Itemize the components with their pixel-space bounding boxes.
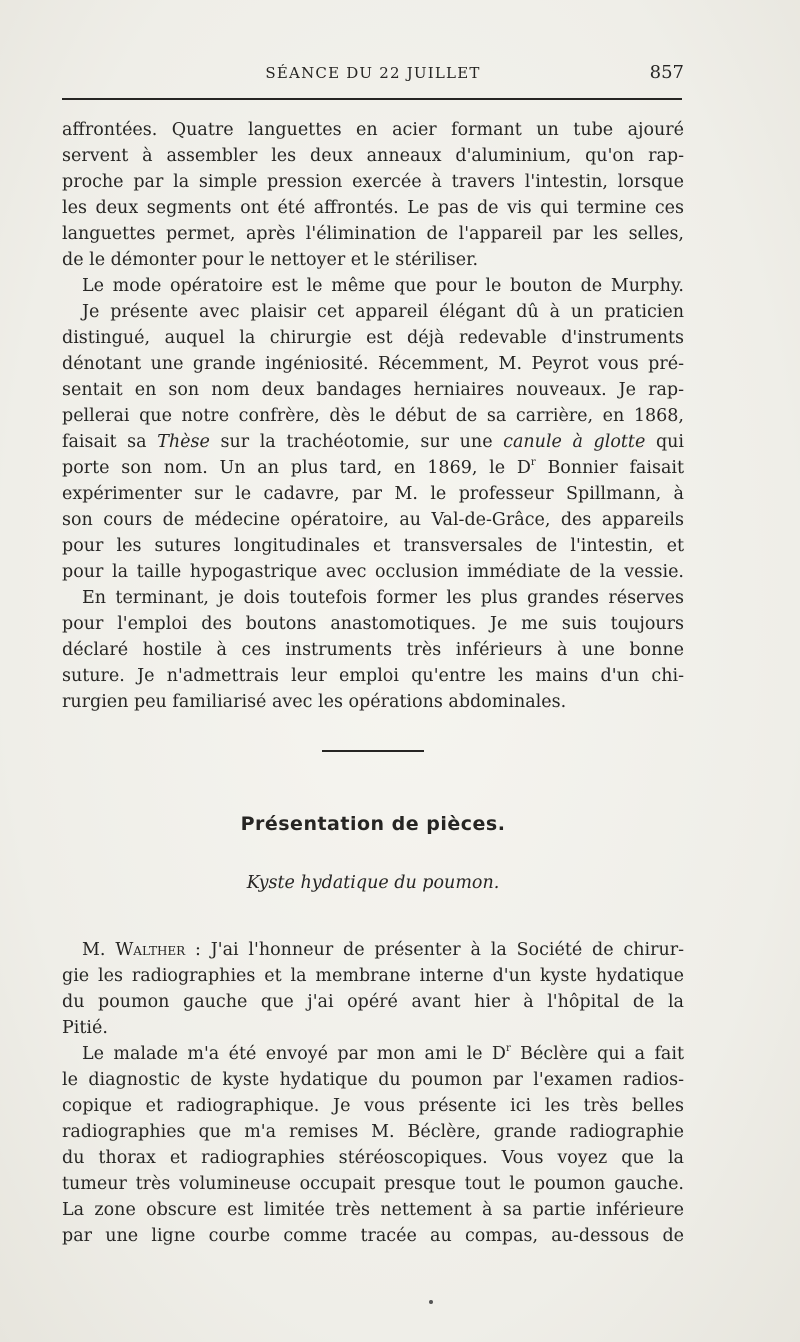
text-line: pour l'emploi des boutons anastomotiques. Je me suis toujours (62, 614, 684, 634)
running-header (62, 60, 684, 86)
text-line: du poumon gauche que j'ai opéré avant hier à l'hôpital de la (62, 992, 684, 1012)
text-line: tumeur très volumineuse occupait presque tout le poumon gauche. (62, 1174, 684, 1194)
text-run: Béclère qui a fait (510, 1044, 684, 1064)
text-line-mixed (62, 429, 684, 455)
text-line: pour les sutures longitudinales et transversales de l'intestin, et (62, 536, 684, 556)
text-line: Le mode opératoire est le même que pour le bouton de Murphy. (82, 276, 684, 296)
text-line: copique et radiographique. Je vous présente ici les très belles (62, 1096, 684, 1116)
text-line: affrontées. Quatre languettes en acier formant un tube ajouré (62, 120, 684, 140)
text-line: le diagnostic de kyste hydatique du poumon par l'examen radios- (62, 1070, 684, 1090)
text-line: dénotant une grande ingéniosité. Récemment, M. Peyrot vous pré- (62, 354, 684, 374)
text-line: distingué, auquel la chirurgie est déjà redevable d'instruments (62, 328, 684, 348)
text-run: Bonnier faisait (535, 458, 685, 478)
section-subtitle: Kyste hydatique du poumon. (246, 873, 500, 893)
text-line: Pitié. (62, 1018, 108, 1038)
text-run: Le malade m'a été envoyé par mon ami le D (82, 1044, 506, 1064)
superscript: r (505, 1043, 511, 1054)
speaker-name: Walther (115, 940, 186, 960)
superscript: r (530, 457, 536, 468)
print-speck (429, 1300, 433, 1304)
header-rule (62, 98, 682, 100)
text-line: radiographies que m'a remises M. Béclère, grande radiographie (62, 1122, 684, 1142)
text-line: sentait en son nom deux bandages herniaires nouveaux. Je rap- (62, 380, 684, 400)
text-run: faisait sa (62, 432, 158, 452)
text-line: proche par la simple pression exercée à travers l'intestin, lorsque (62, 172, 684, 192)
text-line: son cours de médecine opératoire, au Val-de-Grâce, des appareils (62, 510, 684, 530)
section-title: Présentation de pièces. (240, 813, 506, 835)
text-run: M. (82, 940, 116, 960)
text-line: les deux segments ont été affrontés. Le pas de vis qui termine ces (62, 198, 684, 218)
text-line-mixed (62, 455, 684, 481)
text-line: expérimenter sur le cadavre, par M. le professeur Spillmann, à (62, 484, 684, 504)
text-line: par une ligne courbe comme tracée au compas, au-dessous de (62, 1226, 684, 1246)
text-run: porte son nom. Un an plus tard, en 1869, le D (62, 458, 531, 478)
text-line: Je présente avec plaisir cet appareil élégant dû à un praticien (82, 302, 684, 322)
text-line: En terminant, je dois toutefois former les plus grandes réserves (82, 588, 684, 608)
text-run: sur la trachéotomie, sur une (209, 432, 504, 452)
running-title: SÉANCE DU 22 JUILLET (265, 64, 481, 82)
text-run: : J'ai l'honneur de présenter à la Société de chirur- (185, 940, 685, 960)
text-line: déclaré hostile à ces instruments très inférieurs à une bonne (62, 640, 684, 660)
text-line: rurgien peu familiarisé avec les opérations abdominales. (62, 692, 567, 712)
text-line: du thorax et radiographies stéréoscopiques. Vous voyez que la (62, 1148, 684, 1168)
text-line: pellerai que notre confrère, dès le début de sa carrière, en 1868, (62, 406, 684, 426)
text-line: pour la taille hypogastrique avec occlusion immédiate de la vessie. (62, 562, 684, 582)
text-line-mixed (62, 937, 684, 963)
text-line: gie les radiographies et la membrane interne d'un kyste hydatique (62, 966, 684, 986)
text-line: servent à assembler les deux anneaux d'aluminium, qu'on rap- (62, 146, 684, 166)
italic-title-these: Thèse (157, 432, 210, 452)
text-line: La zone obscure est limitée très nettement à sa partie inférieure (62, 1200, 684, 1220)
section-separator (322, 750, 424, 752)
text-line-mixed (62, 1041, 684, 1067)
text-run: qui (645, 432, 685, 452)
text-line: suture. Je n'admettrais leur emploi qu'entre les mains d'un chi- (62, 666, 684, 686)
page-number: 857 (649, 62, 684, 83)
italic-canule: canule à glotte (503, 432, 646, 452)
text-line: languettes permet, après l'élimination de l'appareil par les selles, (62, 224, 684, 244)
text-line: de le démonter pour le nettoyer et le stériliser. (62, 250, 479, 270)
